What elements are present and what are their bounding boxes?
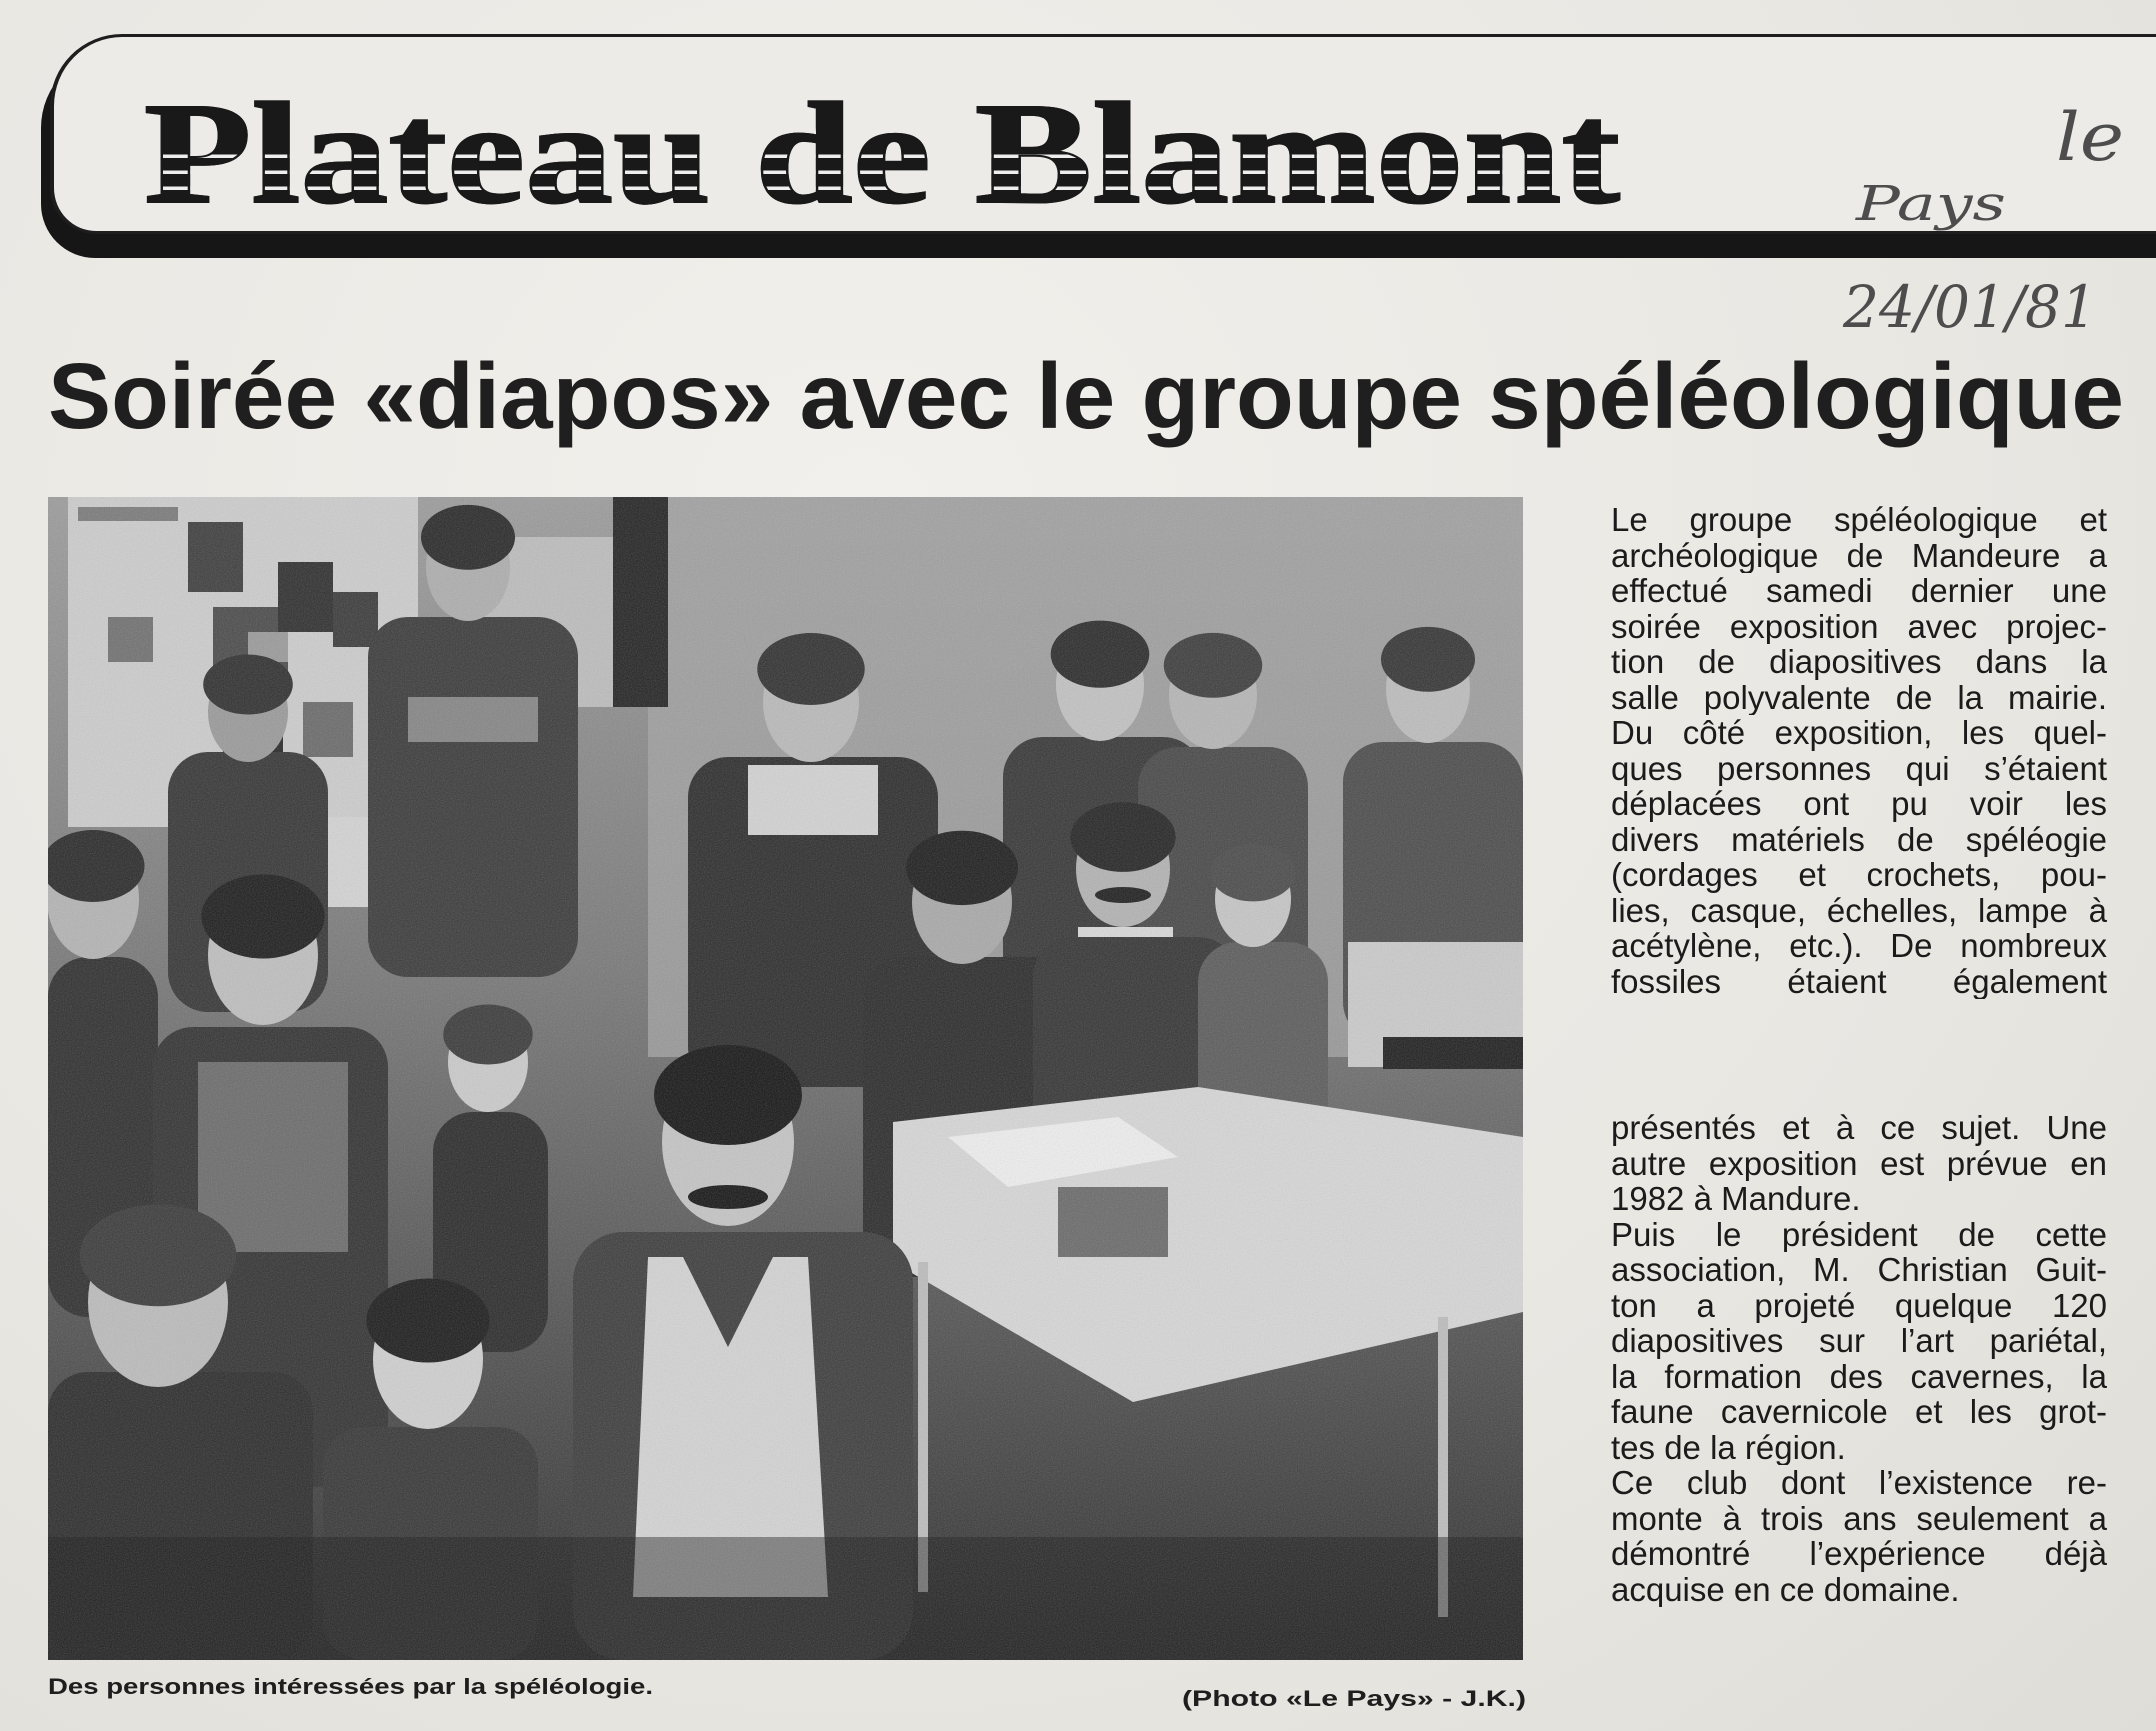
article-line: ques personnes qui s’étaient xyxy=(1611,750,2107,786)
article-line: monte à trois ans seulement a xyxy=(1611,1500,2107,1536)
article-line: effectué samedi dernier une xyxy=(1611,573,2107,609)
article-line: Puis le président de cette xyxy=(1611,1216,2107,1252)
article-line: faune cavernicole et les grot- xyxy=(1611,1394,2107,1430)
photo-caption: Des personnes intéressées par la spéléologie. xyxy=(48,1674,654,1699)
article-line: tion de diapositives dans la xyxy=(1611,644,2107,680)
article-line: (cordages et crochets, pou- xyxy=(1611,857,2107,893)
article-line: Du côté exposition, les quel- xyxy=(1611,715,2107,751)
photo-image xyxy=(48,497,1523,1660)
section-title: Plateau de Blamont xyxy=(144,74,1621,234)
article-line: association, M. Christian Guit- xyxy=(1611,1252,2107,1288)
article-line: déplacées ont pu voir les xyxy=(1611,786,2107,822)
article-headline: Soirée «diapos» avec le groupe spéléologique xyxy=(48,344,2125,448)
article-line: lies, casque, échelles, lampe à xyxy=(1611,892,2107,928)
article-line: 1982 à Mandure. xyxy=(1611,1181,1861,1217)
article-line: soirée exposition avec projec- xyxy=(1611,608,2107,644)
article-line: tes de la région. xyxy=(1611,1429,1846,1465)
photo-grain xyxy=(48,497,1523,1660)
article-line: Le groupe spéléologique et xyxy=(1611,502,2107,538)
article-column-top xyxy=(1611,502,2107,999)
article-line: archéologique de Mandeure a xyxy=(1611,537,2107,573)
article-line: fossiles étaient également xyxy=(1611,963,2107,999)
handwritten-publication-le: le xyxy=(2056,99,2125,176)
handwritten-publication-pays: Pays xyxy=(1856,176,2007,232)
article-line: présentés et à ce sujet. Une xyxy=(1611,1110,2107,1146)
article-line: Ce club dont l’existence re- xyxy=(1611,1465,2107,1501)
handwritten-date: 24/01/81 xyxy=(1843,273,2097,341)
article-line: ton a projeté quelque 120 xyxy=(1611,1287,2107,1323)
article-column-bottom xyxy=(1611,1110,2107,1607)
article-line: acquise en ce domaine. xyxy=(1611,1571,1960,1607)
photo-credit: (Photo «Le Pays» - J.K.) xyxy=(1182,1686,1527,1711)
article-line: acétylène, etc.). De nombreux xyxy=(1611,928,2107,964)
article-line: divers matériels de spéléogie xyxy=(1611,821,2107,857)
photo xyxy=(48,497,1523,1660)
article-line: la formation des cavernes, la xyxy=(1611,1358,2107,1394)
article-line: diapositives sur l’art pariétal, xyxy=(1611,1323,2107,1359)
article-line: démontré l’expérience déjà xyxy=(1611,1536,2107,1572)
article-line: autre exposition est prévue en xyxy=(1611,1145,2107,1181)
article-line: salle polyvalente de la mairie. xyxy=(1611,679,2107,715)
